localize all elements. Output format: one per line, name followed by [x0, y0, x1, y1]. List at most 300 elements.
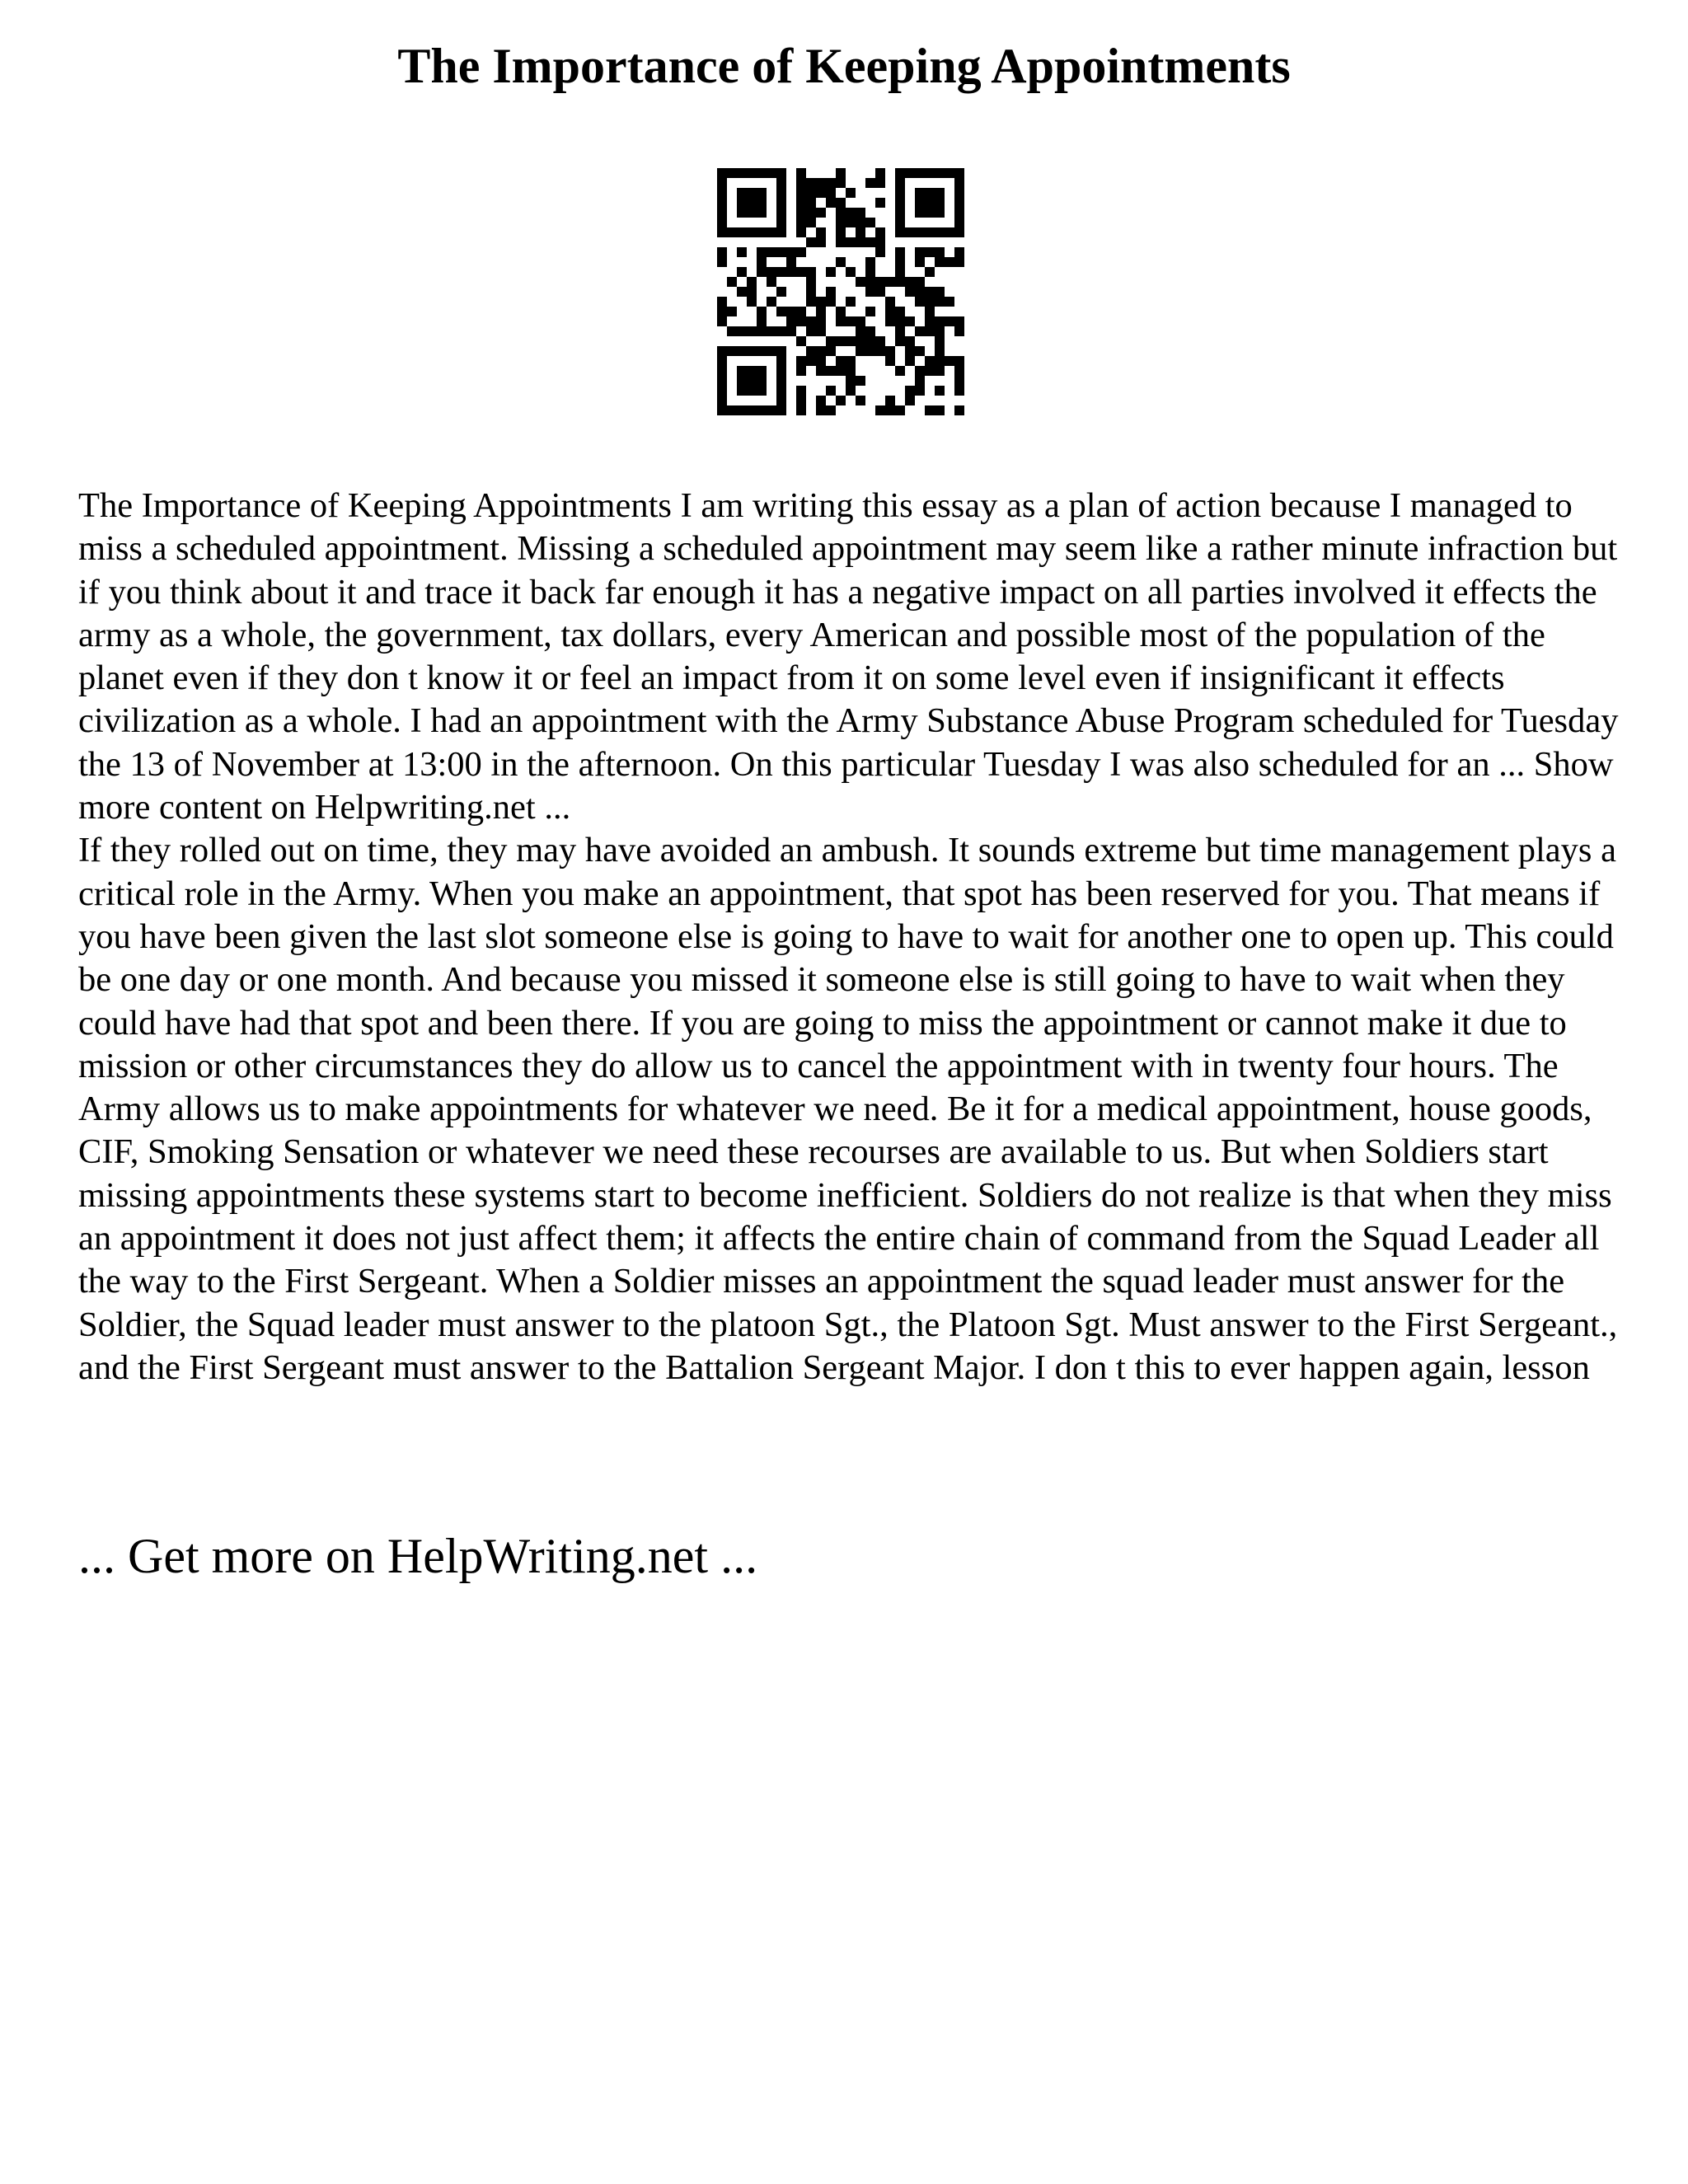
qr-module	[767, 277, 776, 287]
qr-module	[776, 376, 786, 386]
qr-module	[747, 326, 757, 336]
qr-module	[915, 346, 925, 356]
qr-module	[767, 297, 776, 307]
qr-module	[816, 346, 826, 356]
qr-module	[925, 297, 935, 307]
qr-module	[895, 267, 905, 277]
qr-module	[747, 198, 757, 208]
qr-module	[727, 168, 737, 178]
qr-module	[935, 287, 945, 297]
qr-module	[737, 247, 747, 257]
qr-module	[776, 267, 786, 277]
qr-module	[895, 316, 905, 326]
qr-module	[954, 227, 964, 237]
qr-module	[776, 356, 786, 366]
qr-module	[747, 376, 757, 386]
qr-module	[865, 237, 875, 247]
qr-module	[856, 227, 865, 237]
qr-module	[846, 297, 856, 307]
qr-module	[895, 336, 905, 346]
qr-module	[885, 396, 895, 405]
qr-module	[747, 405, 757, 415]
qr-module	[905, 356, 915, 366]
qr-module	[727, 277, 737, 287]
qr-module	[786, 257, 796, 267]
qr-module	[806, 178, 816, 188]
qr-module	[915, 376, 925, 386]
qr-module	[925, 208, 935, 218]
qr-module	[737, 326, 747, 336]
qr-module	[945, 297, 954, 307]
qr-module	[776, 227, 786, 237]
qr-module	[915, 366, 925, 376]
qr-module	[727, 405, 737, 415]
qr-module	[915, 208, 925, 218]
qr-module	[935, 366, 945, 376]
qr-module	[915, 326, 925, 336]
qr-module	[925, 287, 935, 297]
qr-module	[935, 227, 945, 237]
qr-module	[836, 237, 846, 247]
qr-module	[856, 208, 865, 218]
qr-module	[846, 218, 856, 227]
qr-module	[717, 188, 727, 198]
qr-module	[846, 336, 856, 346]
qr-module	[776, 218, 786, 227]
qr-module	[806, 326, 816, 336]
qr-module	[836, 168, 846, 178]
qr-module	[737, 198, 747, 208]
qr-module	[865, 346, 875, 356]
qr-module	[865, 218, 875, 227]
qr-module	[796, 356, 806, 366]
qr-module	[954, 326, 964, 336]
qr-module	[836, 356, 846, 366]
qr-module	[717, 257, 727, 267]
qr-module	[905, 316, 915, 326]
qr-module	[865, 178, 875, 188]
qr-module	[757, 316, 767, 326]
qr-module	[885, 297, 895, 307]
qr-module	[717, 376, 727, 386]
qr-module	[895, 277, 905, 287]
qr-module	[865, 287, 875, 297]
qr-module	[717, 386, 727, 396]
qr-module	[796, 405, 806, 415]
essay-body	[78, 485, 1628, 1390]
qr-module	[856, 376, 865, 386]
qr-module	[737, 267, 747, 277]
qr-module	[875, 198, 885, 208]
qr-module	[856, 316, 865, 326]
qr-module	[935, 257, 945, 267]
qr-module	[915, 188, 925, 198]
qr-module	[846, 208, 856, 218]
qr-module	[925, 307, 935, 316]
qr-module	[796, 307, 806, 316]
qr-module	[747, 168, 757, 178]
qr-module	[806, 277, 816, 287]
qr-module	[915, 277, 925, 287]
qr-module	[806, 356, 816, 366]
qr-module	[816, 307, 826, 316]
qr-module	[806, 267, 816, 277]
qr-module	[757, 346, 767, 356]
qr-module	[727, 346, 737, 356]
qr-module	[954, 247, 964, 257]
qr-module	[786, 267, 796, 277]
qr-module	[856, 396, 865, 405]
qr-module	[776, 178, 786, 188]
qr-module	[836, 307, 846, 316]
qr-module	[796, 336, 806, 346]
qr-module	[945, 168, 954, 178]
qr-module	[935, 405, 945, 415]
qr-module	[846, 376, 856, 386]
qr-module	[905, 396, 915, 405]
qr-module	[865, 257, 875, 267]
qr-module	[737, 168, 747, 178]
qr-module	[895, 366, 905, 376]
qr-module	[836, 227, 846, 237]
qr-module	[895, 227, 905, 237]
qr-module	[717, 297, 727, 307]
qr-module	[816, 316, 826, 326]
qr-module	[767, 326, 776, 336]
qr-module	[905, 277, 915, 287]
qr-module	[717, 218, 727, 227]
qr-module	[846, 316, 856, 326]
qr-module	[737, 346, 747, 356]
qr-module	[915, 257, 925, 267]
qr-module	[826, 405, 836, 415]
qr-module	[846, 366, 856, 376]
qr-module	[776, 396, 786, 405]
qr-module	[826, 297, 836, 307]
qr-module	[826, 346, 836, 356]
qr-module	[767, 227, 776, 237]
qr-module	[747, 287, 757, 297]
qr-module	[816, 297, 826, 307]
qr-module	[915, 297, 925, 307]
qr-module	[935, 326, 945, 336]
qr-module	[757, 188, 767, 198]
qr-module	[717, 346, 727, 356]
qr-module	[865, 326, 875, 336]
qr-module	[796, 267, 806, 277]
qr-module	[925, 247, 935, 257]
qr-module	[895, 405, 905, 415]
qr-module	[757, 405, 767, 415]
qr-module	[796, 316, 806, 326]
qr-module	[826, 198, 836, 208]
qr-module	[776, 386, 786, 396]
qr-module	[826, 386, 836, 396]
qr-module	[806, 316, 816, 326]
qr-module	[717, 247, 727, 257]
qr-module	[717, 307, 727, 316]
qr-module	[935, 168, 945, 178]
qr-module	[776, 198, 786, 208]
qr-module	[826, 267, 836, 277]
qr-module	[816, 237, 826, 247]
qr-module	[737, 287, 747, 297]
qr-module	[826, 287, 836, 297]
qr-module	[737, 366, 747, 376]
qr-module	[717, 227, 727, 237]
qr-module	[826, 336, 836, 346]
qr-module	[776, 188, 786, 198]
qr-module	[954, 188, 964, 198]
qr-module	[935, 336, 945, 346]
qr-module	[767, 168, 776, 178]
qr-module	[717, 178, 727, 188]
qr-module	[816, 227, 826, 237]
qr-module	[954, 356, 964, 366]
qr-module	[717, 208, 727, 218]
qr-module	[945, 316, 954, 326]
qr-module	[885, 405, 895, 415]
qr-module	[935, 208, 945, 218]
qr-module	[776, 208, 786, 218]
qr-module	[895, 208, 905, 218]
qr-module	[846, 188, 856, 198]
qr-module	[776, 366, 786, 376]
qr-module	[826, 178, 836, 188]
qr-module	[875, 405, 885, 415]
qr-module	[954, 208, 964, 218]
qr-module	[856, 346, 865, 356]
qr-module	[747, 366, 757, 376]
qr-module	[954, 178, 964, 188]
qr-module	[836, 218, 846, 227]
qr-module	[895, 257, 905, 267]
qr-module	[757, 366, 767, 376]
qr-module	[816, 366, 826, 376]
qr-module	[895, 188, 905, 198]
qr-module	[816, 356, 826, 366]
qr-module	[796, 227, 806, 237]
qr-module	[826, 188, 836, 198]
document-title: The Importance of Keeping Appointments	[397, 39, 1291, 93]
qr-module	[806, 237, 816, 247]
qr-module	[757, 168, 767, 178]
qr-module	[786, 307, 796, 316]
qr-module	[717, 366, 727, 376]
qr-code-icon	[717, 168, 964, 415]
qr-module	[757, 307, 767, 316]
qr-module	[846, 386, 856, 396]
qr-module	[915, 198, 925, 208]
qr-code	[717, 168, 964, 415]
qr-module	[905, 386, 915, 396]
qr-module	[954, 316, 964, 326]
qr-module	[935, 346, 945, 356]
qr-module	[905, 227, 915, 237]
qr-module	[737, 227, 747, 237]
qr-module	[717, 198, 727, 208]
qr-module	[727, 227, 737, 237]
qr-module	[865, 336, 875, 346]
qr-module	[895, 168, 905, 178]
qr-module	[776, 168, 786, 178]
qr-module	[954, 198, 964, 208]
qr-module	[925, 405, 935, 415]
qr-module	[856, 326, 865, 336]
essay-paragraph-1: The Importance of Keeping Appointments I am writing this essay as a plan of action because I managed to miss a scheduled appointment. Missing a scheduled appointment may seem like a rather minute infraction but if you think about it and trace it back far enough it has a negative impact on all parties involved it effects the army as a whole, the government, tax dollars, every American and possible most of the population of the planet even if they don t know it or feel an impact from it on some level even if insignificant it effects civilization as a whole. I had an appointment with the Army Substance Abuse Program scheduled for Tuesday the 13 of November at 13:00 in the afternoon. On this particular Tuesday I was also scheduled for an ... Show more content on Helpwriting.net ...	[78, 486, 1619, 827]
qr-module	[737, 405, 747, 415]
qr-module	[786, 316, 796, 326]
qr-module	[836, 178, 846, 188]
qr-module	[796, 188, 806, 198]
qr-module	[757, 376, 767, 386]
qr-module	[875, 227, 885, 237]
qr-module	[747, 386, 757, 396]
qr-module	[747, 188, 757, 198]
qr-module	[895, 218, 905, 227]
qr-module	[727, 326, 737, 336]
qr-module	[776, 247, 786, 257]
qr-module	[875, 277, 885, 287]
qr-module	[954, 168, 964, 178]
qr-module	[757, 386, 767, 396]
qr-module	[806, 188, 816, 198]
qr-module	[836, 257, 846, 267]
qr-module	[925, 366, 935, 376]
qr-module	[836, 396, 846, 405]
qr-module	[767, 267, 776, 277]
qr-module	[757, 257, 767, 267]
qr-module	[905, 336, 915, 346]
qr-module	[915, 287, 925, 297]
qr-module	[806, 287, 816, 297]
qr-module	[796, 366, 806, 376]
qr-module	[885, 356, 895, 366]
qr-module	[806, 208, 816, 218]
qr-module	[836, 208, 846, 218]
essay-paragraph-2: If they rolled out on time, they may have avoided an ambush. It sounds extreme but time management plays a critical role in the Army. When you make an appointment, that spot has been reserved for you. That means if you have been given the last slot someone else is going to have to wait for another one to open up. This could be one day or one month. And because you missed it someone else is still going to have to wait when they could have had that spot and been there. If you are going to miss the appointment or cannot make it due to mission or other circumstances they do allow us to cancel the appointment with in twenty four hours. The Army allows us to make appointments for whatever we need. Be it for a medical appointment, house goods, CIF, Smoking Sensation or whatever we need these recourses are available to us. But when Soldiers start missing appointments these systems start to become inefficient. Soldiers do not realize is that when they miss an appointment it does not just affect them; it affects the entire chain of command from the Squad Leader all the way to the First Sergeant. When a Soldier misses an appointment the squad leader must answer for the Soldier, the Squad leader must answer to the platoon Sgt., the Platoon Sgt. Must answer to the First Sergeant., and the First Sergeant must answer to the Battalion Sergeant Major. I don t this to ever happen again, lesson	[78, 831, 1618, 1387]
qr-module	[747, 346, 757, 356]
qr-module	[954, 257, 964, 267]
qr-module	[836, 316, 846, 326]
qr-module	[885, 346, 895, 356]
qr-module	[717, 168, 727, 178]
qr-module	[816, 178, 826, 188]
qr-module	[925, 316, 935, 326]
qr-module	[925, 198, 935, 208]
qr-module	[945, 257, 954, 267]
qr-module	[816, 188, 826, 198]
qr-module	[925, 356, 935, 366]
qr-module	[717, 356, 727, 366]
qr-module	[747, 277, 757, 287]
qr-module	[806, 297, 816, 307]
qr-module	[895, 326, 905, 336]
qr-module	[875, 247, 885, 257]
qr-module	[767, 247, 776, 257]
qr-module	[875, 336, 885, 346]
qr-module	[945, 227, 954, 237]
qr-module	[885, 277, 895, 287]
qr-module	[786, 247, 796, 257]
qr-module	[846, 356, 856, 366]
qr-module	[945, 356, 954, 366]
qr-module	[836, 366, 846, 376]
qr-module	[796, 208, 806, 218]
qr-module	[865, 267, 875, 277]
qr-module	[737, 188, 747, 198]
qr-module	[915, 386, 925, 396]
qr-module	[925, 326, 935, 336]
qr-module	[757, 198, 767, 208]
qr-module	[796, 178, 806, 188]
qr-module	[954, 386, 964, 396]
qr-module	[767, 346, 776, 356]
qr-module	[796, 218, 806, 227]
qr-module	[776, 326, 786, 336]
qr-module	[935, 247, 945, 257]
qr-module	[776, 287, 786, 297]
qr-module	[836, 336, 846, 346]
qr-module	[905, 168, 915, 178]
qr-module	[954, 405, 964, 415]
qr-module	[747, 208, 757, 218]
qr-module	[954, 376, 964, 386]
qr-module	[747, 297, 757, 307]
qr-module	[856, 277, 865, 287]
qr-module	[895, 307, 905, 316]
qr-module	[915, 227, 925, 237]
qr-module	[806, 218, 816, 227]
qr-module	[925, 267, 935, 277]
qr-module	[747, 227, 757, 237]
qr-module	[895, 178, 905, 188]
qr-module	[935, 188, 945, 198]
qr-module	[856, 237, 865, 247]
qr-module	[885, 316, 895, 326]
qr-module	[895, 198, 905, 208]
get-more-link[interactable]: ... Get more on HelpWriting.net ...	[78, 1529, 758, 1583]
qr-module	[737, 386, 747, 396]
qr-module	[895, 247, 905, 257]
qr-module	[796, 247, 806, 257]
qr-module	[786, 326, 796, 336]
qr-module	[826, 366, 836, 376]
qr-module	[885, 307, 895, 316]
qr-module	[717, 316, 727, 326]
qr-module	[935, 356, 945, 366]
qr-module	[846, 237, 856, 247]
qr-module	[875, 287, 885, 297]
qr-module	[806, 198, 816, 208]
qr-module	[816, 396, 826, 405]
qr-module	[875, 346, 885, 356]
qr-module	[717, 405, 727, 415]
qr-module	[836, 198, 846, 208]
qr-module	[935, 297, 945, 307]
qr-module	[865, 307, 875, 316]
qr-module	[816, 208, 826, 218]
qr-module	[935, 316, 945, 326]
qr-module	[796, 386, 806, 396]
qr-module	[954, 218, 964, 227]
qr-module	[757, 267, 767, 277]
qr-module	[925, 168, 935, 178]
qr-module	[925, 227, 935, 237]
qr-module	[757, 247, 767, 257]
qr-module	[856, 336, 865, 346]
qr-module	[757, 227, 767, 237]
